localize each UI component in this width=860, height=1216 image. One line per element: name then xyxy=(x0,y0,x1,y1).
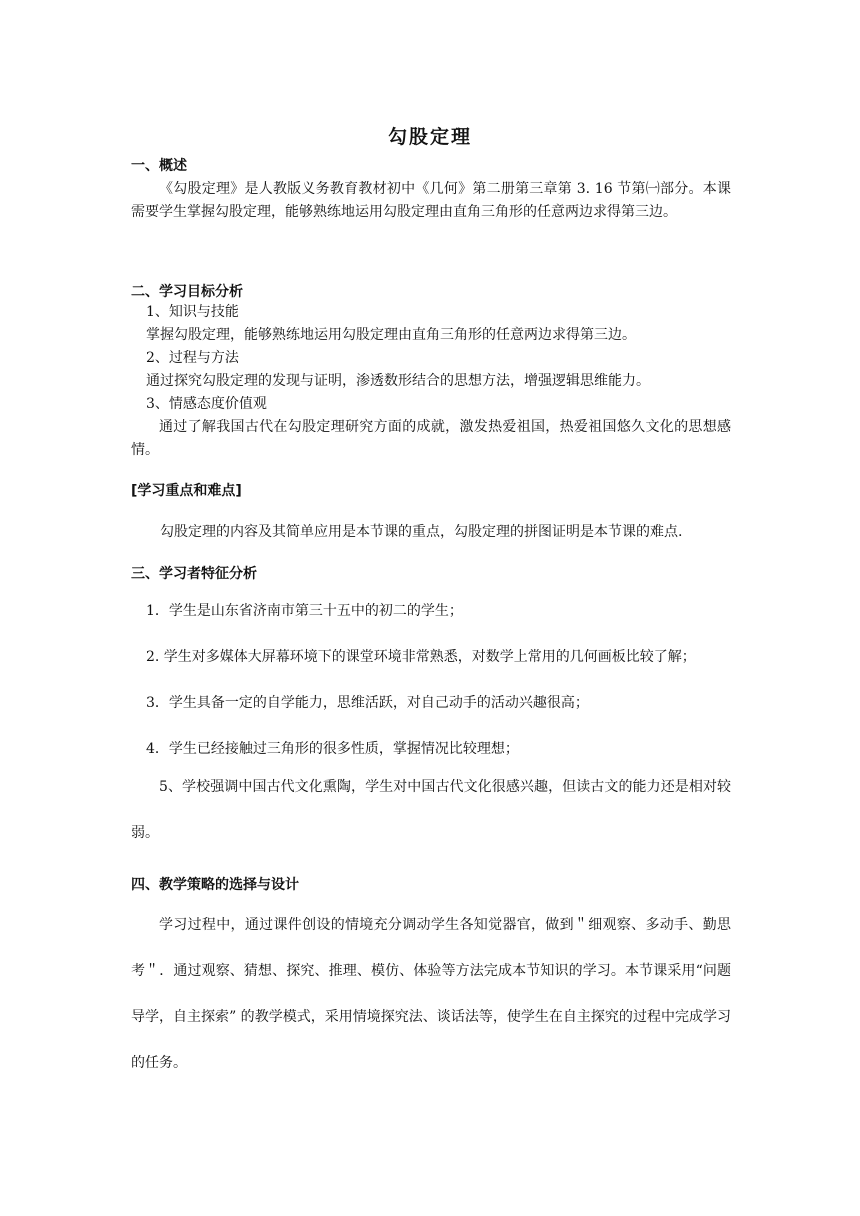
keypoints-paragraph: 勾股定理的内容及其简单应用是本节课的重点，勾股定理的拼图证明是本节课的难点. xyxy=(160,524,683,540)
learner-item: 5、学校强调中国古代文化熏陶，学生对中国古代文化很感兴趣，但读古文的能力还是相对较弱。 xyxy=(131,779,731,841)
section-heading-strategy: 四、教学策略的选择与设计 xyxy=(131,877,299,893)
goal-text-knowledge: 掌握勾股定理，能够熟练地运用勾股定理由直角三角形的任意两边求得第三边。 xyxy=(146,327,636,343)
strategy-paragraph: 学习过程中，通过课件创设的情境充分调动学生各知觉器官，做到＂细观察、多动手、勤思考＂．通过观察、猜想、探究、推理、模仿、体验等方法完成本节知识的学习。本节课采用“问题导学，自主探索” 的教学模式，采用情境探究法、谈话法等，使学生在自主探究的过程中完成学习的任务。 xyxy=(131,917,731,1071)
learner-item: 3．学生具备一定的自学能力，思维活跃，对自己动手的活动兴趣很高； xyxy=(146,695,589,711)
learner-item: 4．学生已经接触过三角形的很多性质，掌握情况比较理想； xyxy=(146,741,519,757)
learner-item: 2. 学生对多媒体大屏幕环境下的课堂环境非常熟悉，对数学上常用的几何画板比较了解； xyxy=(146,649,696,665)
goal-text-process: 通过探究勾股定理的发现与证明，渗透数形结合的思想方法，增强逻辑思维能力。 xyxy=(146,373,650,389)
section-heading-learners: 三、学习者特征分析 xyxy=(131,566,257,582)
learner-item: 1．学生是山东省济南市第三十五中的初二的学生； xyxy=(146,603,463,619)
section-heading-keypoints: [学习重点和难点] xyxy=(131,483,242,499)
goal-label-process: 2、过程与方法 xyxy=(146,350,239,366)
document-title: 勾股定理 xyxy=(387,126,472,148)
section-heading-overview: 一、概述 xyxy=(131,158,187,174)
overview-paragraph: 《勾股定理》是人教版义务教育教材初中《几何》第二册第三章第 3. 16 节第㈠部分。本课需要学生掌握勾股定理，能够熟练地运用勾股定理由直角三角形的任意两边求得第三边。 xyxy=(131,181,731,220)
goal-text-emotion: 通过了解我国古代在勾股定理研究方面的成就，激发热爱祖国，热爱祖国悠久文化的思想感情。 xyxy=(131,419,731,458)
goal-label-knowledge: 1、知识与技能 xyxy=(146,304,239,320)
section-heading-goals: 二、学习目标分析 xyxy=(131,284,243,300)
goal-label-emotion: 3、情感态度价值观 xyxy=(146,396,267,412)
